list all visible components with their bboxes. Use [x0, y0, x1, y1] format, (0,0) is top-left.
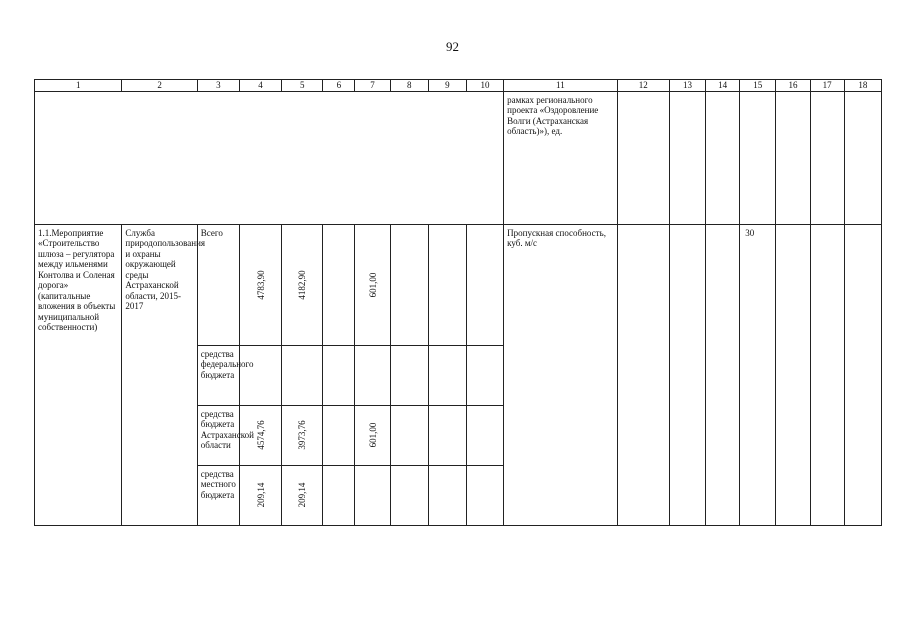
- amount-col7-cell: [355, 345, 390, 405]
- empty-cell: [844, 91, 881, 224]
- continuation-row: [35, 91, 882, 224]
- amount-col7: 601,00: [367, 272, 378, 297]
- amount-col4: 4574,76: [255, 420, 266, 450]
- amount-col4-cell: [239, 405, 281, 465]
- continuation-empty-cell: [35, 91, 504, 224]
- empty-cell: [390, 224, 428, 345]
- empty-cell: [706, 91, 740, 224]
- col-header: 12: [617, 80, 669, 92]
- amount-col5: 209,14: [296, 482, 307, 508]
- measure-executor: Служба природопользования и охраны окружающей среды Астраханской области, 2015-2017: [125, 227, 206, 311]
- indicator-value-cell: [740, 224, 776, 525]
- col-header: 11: [504, 80, 618, 92]
- amount-col7-cell: [355, 224, 390, 345]
- empty-cell: [323, 345, 355, 405]
- col-header: 3: [197, 80, 239, 92]
- empty-cell: [428, 345, 466, 405]
- col-header: 13: [669, 80, 705, 92]
- amount-col7-cell: [355, 405, 390, 465]
- amount-col5-cell: [282, 345, 323, 405]
- amount-col4-cell: [239, 345, 281, 405]
- empty-cell: [776, 224, 810, 525]
- empty-cell: [669, 224, 705, 525]
- funding-source: Всего: [200, 227, 223, 238]
- amount-col7: 601,00: [367, 422, 378, 448]
- col-header: 4: [239, 80, 281, 92]
- measure-name-cell: [35, 224, 122, 525]
- amount-col4-cell: [239, 224, 281, 345]
- empty-cell: [428, 405, 466, 465]
- amount-col5: 4182,90: [296, 269, 307, 300]
- amount-col5-cell: [282, 405, 323, 465]
- empty-cell: [617, 91, 669, 224]
- indicator-text: Пропускная способность, куб. м/с: [507, 227, 606, 248]
- funding-source: средства местного бюджета: [200, 468, 236, 500]
- amount-col4: 209,14: [255, 482, 266, 508]
- continuation-indicator-text: рамках регионального проекта «Оздоровление Волги (Астраханская область)»), ед.: [507, 94, 599, 136]
- measure-name: 1.1.Мероприятие «Строительство шлюза – регулятора между ильменями Контолва и Соленая дорога» (капитальные вложения в объекты муниципальной собственности): [38, 227, 116, 332]
- col-header: 5: [282, 80, 323, 92]
- col-header: 1: [35, 80, 122, 92]
- empty-cell: [390, 405, 428, 465]
- col-header: 6: [323, 80, 355, 92]
- empty-cell: [390, 345, 428, 405]
- amount-col5: 3973,76: [296, 420, 307, 450]
- empty-cell: [390, 465, 428, 525]
- amount-col4: 4783,90: [255, 269, 266, 300]
- empty-cell: [428, 465, 466, 525]
- funding-source-cell: [197, 465, 239, 525]
- empty-cell: [323, 224, 355, 345]
- col-header: 16: [776, 80, 810, 92]
- funding-source: средства федерального бюджета: [200, 348, 254, 380]
- empty-cell: [810, 91, 844, 224]
- page-number: 92: [446, 39, 459, 54]
- col-header: 10: [466, 80, 503, 92]
- empty-cell: [706, 224, 740, 525]
- indicator-cell: [504, 224, 618, 525]
- empty-cell: [669, 91, 705, 224]
- empty-cell: [810, 224, 844, 525]
- empty-cell: [466, 405, 503, 465]
- empty-cell: [428, 224, 466, 345]
- empty-cell: [323, 465, 355, 525]
- col-header: 18: [844, 80, 881, 92]
- budget-table: [34, 79, 882, 526]
- amount-col7-cell: [355, 465, 390, 525]
- funding-row-total: [35, 224, 882, 345]
- col-header: 14: [706, 80, 740, 92]
- executor-cell: [122, 224, 206, 525]
- continuation-indicator-cell: [504, 91, 618, 224]
- empty-cell: [776, 91, 810, 224]
- col-header: 9: [428, 80, 466, 92]
- column-number-row: [35, 80, 882, 92]
- amount-col5-cell: [282, 224, 323, 345]
- empty-cell: [323, 405, 355, 465]
- empty-cell: [617, 224, 669, 525]
- col-header: 7: [355, 80, 390, 92]
- funding-source-cell: [197, 405, 254, 465]
- indicator-value: 30: [745, 227, 755, 238]
- empty-cell: [740, 91, 776, 224]
- funding-source-cell: [197, 345, 254, 405]
- col-header: 2: [122, 80, 197, 92]
- col-header: 8: [390, 80, 428, 92]
- empty-cell: [466, 465, 503, 525]
- amount-col4-cell: [239, 465, 281, 525]
- col-header: 17: [810, 80, 844, 92]
- amount-col5-cell: [282, 465, 323, 525]
- funding-source: средства бюджета Астраханской области: [200, 408, 254, 450]
- col-header: 15: [740, 80, 776, 92]
- empty-cell: [466, 224, 503, 345]
- empty-cell: [466, 345, 503, 405]
- empty-cell: [844, 224, 881, 525]
